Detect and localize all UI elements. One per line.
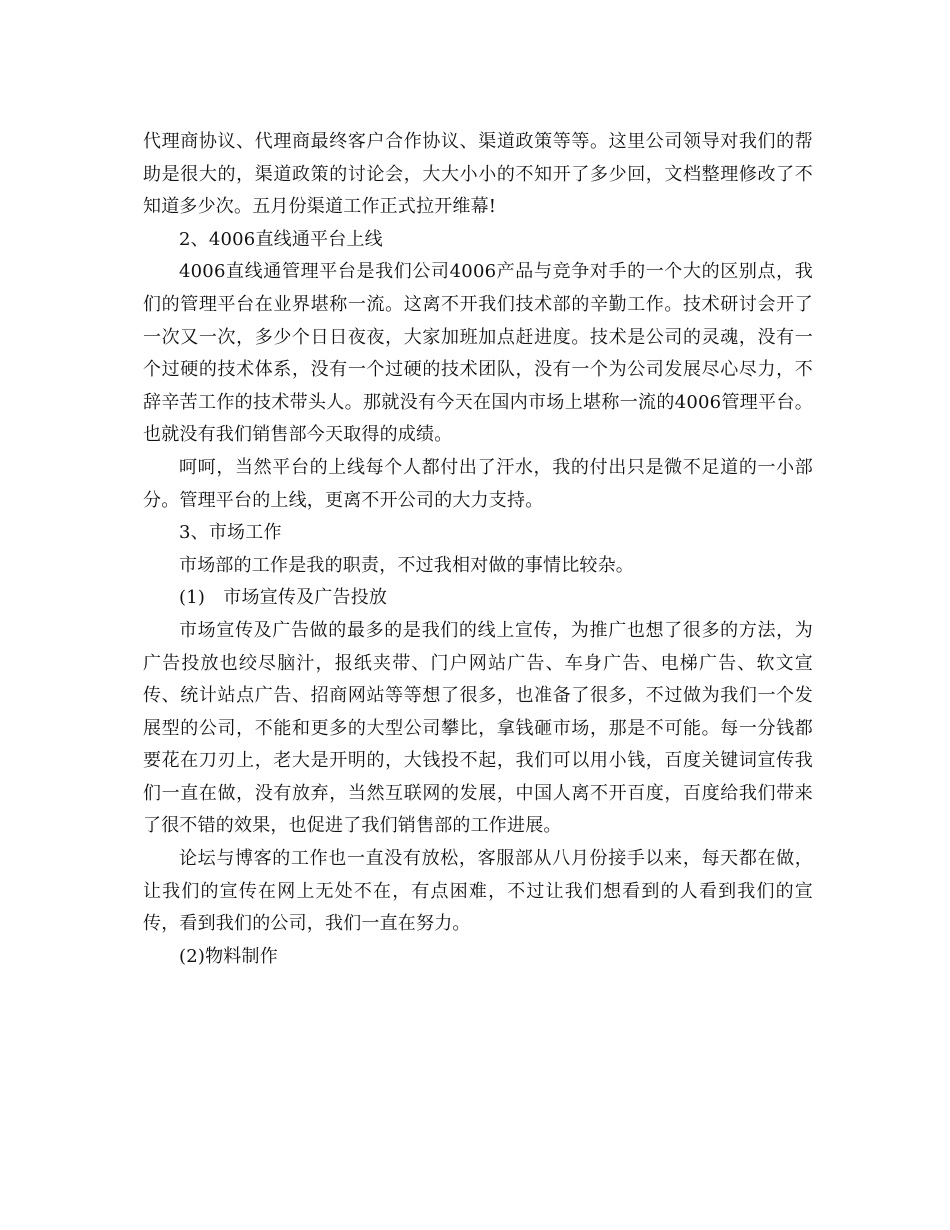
paragraph-market-duty: 市场部的工作是我的职责，不过我相对做的事情比较杂。 bbox=[179, 554, 634, 576]
paragraph-platform-description: 4006直线通管理平台是我们公司4006产品与竞争对手的一个大的区别点，我们的管理平台在业界堪称一流。这离不开我们技术部的辛勤工作。技术研讨会开了一次又一次，多少个日日夜夜，大家加班加点赶进度。技术是公司的灵魂，没有一个过硬的技术体系，没有一个过硬的技术团队，没有一个为公司发展尽心尽力，不辞辛苦工作的技术带头人。那就没有今天在国内市场上堪称一流的4006管理平台。也就没有我们销售部今天取得的成绩。 bbox=[143, 261, 813, 446]
section-heading-market-work: 3、市场工作 bbox=[179, 522, 282, 544]
paragraph-advertising: 市场宣传及广告做的最多的是我们的线上宣传，为推广也想了很多的方法，为广告投放也绞尽脑汁，报纸夹带、门户网站广告、车身广告、电梯广告、软文宣传、统计站点广告、招商网站等等想了很多，也准备了很多，不过做为我们一个发展型的公司，不能和更多的大型公司攀比，拿钱砸市场，那是不可能。每一分钱都要花在刀刃上，老大是开明的，大钱投不起，我们可以用小钱，百度关键词宣传我们一直在做，没有放弃，当然互联网的发展，中国人离不开百度，百度给我们带来了很不错的效果，也促进了我们销售部的工作进展。 bbox=[143, 619, 813, 837]
section-heading-platform-launch: 2、4006直线通平台上线 bbox=[179, 228, 383, 250]
subheading-advertising: (1) 市场宣传及广告投放 bbox=[179, 587, 388, 609]
document-body bbox=[143, 126, 813, 973]
paragraph-platform-contribution: 呵呵，当然平台的上线每个人都付出了汗水，我的付出只是微不足道的一小部分。管理平台的上线，更离不开公司的大力支持。 bbox=[143, 456, 813, 511]
paragraph-forums-blogs: 论坛与博客的工作也一直没有放松，客服部从八月份接手以来，每天都在做，让我们的宣传在网上无处不在，有点困难，不过让我们想看到的人看到我们的宣传，看到我们的公司，我们一直在努力。 bbox=[143, 848, 813, 935]
subheading-materials: (2)物料制作 bbox=[179, 945, 278, 967]
paragraph-channel-agreements: 代理商协议、代理商最终客户合作协议、渠道政策等等。这里公司领导对我们的帮助是很大的，渠道政策的讨论会，大大小小的不知开了多少回，文档整理修改了不知道多少次。五月份渠道工作正式拉开维幕! bbox=[143, 131, 813, 218]
